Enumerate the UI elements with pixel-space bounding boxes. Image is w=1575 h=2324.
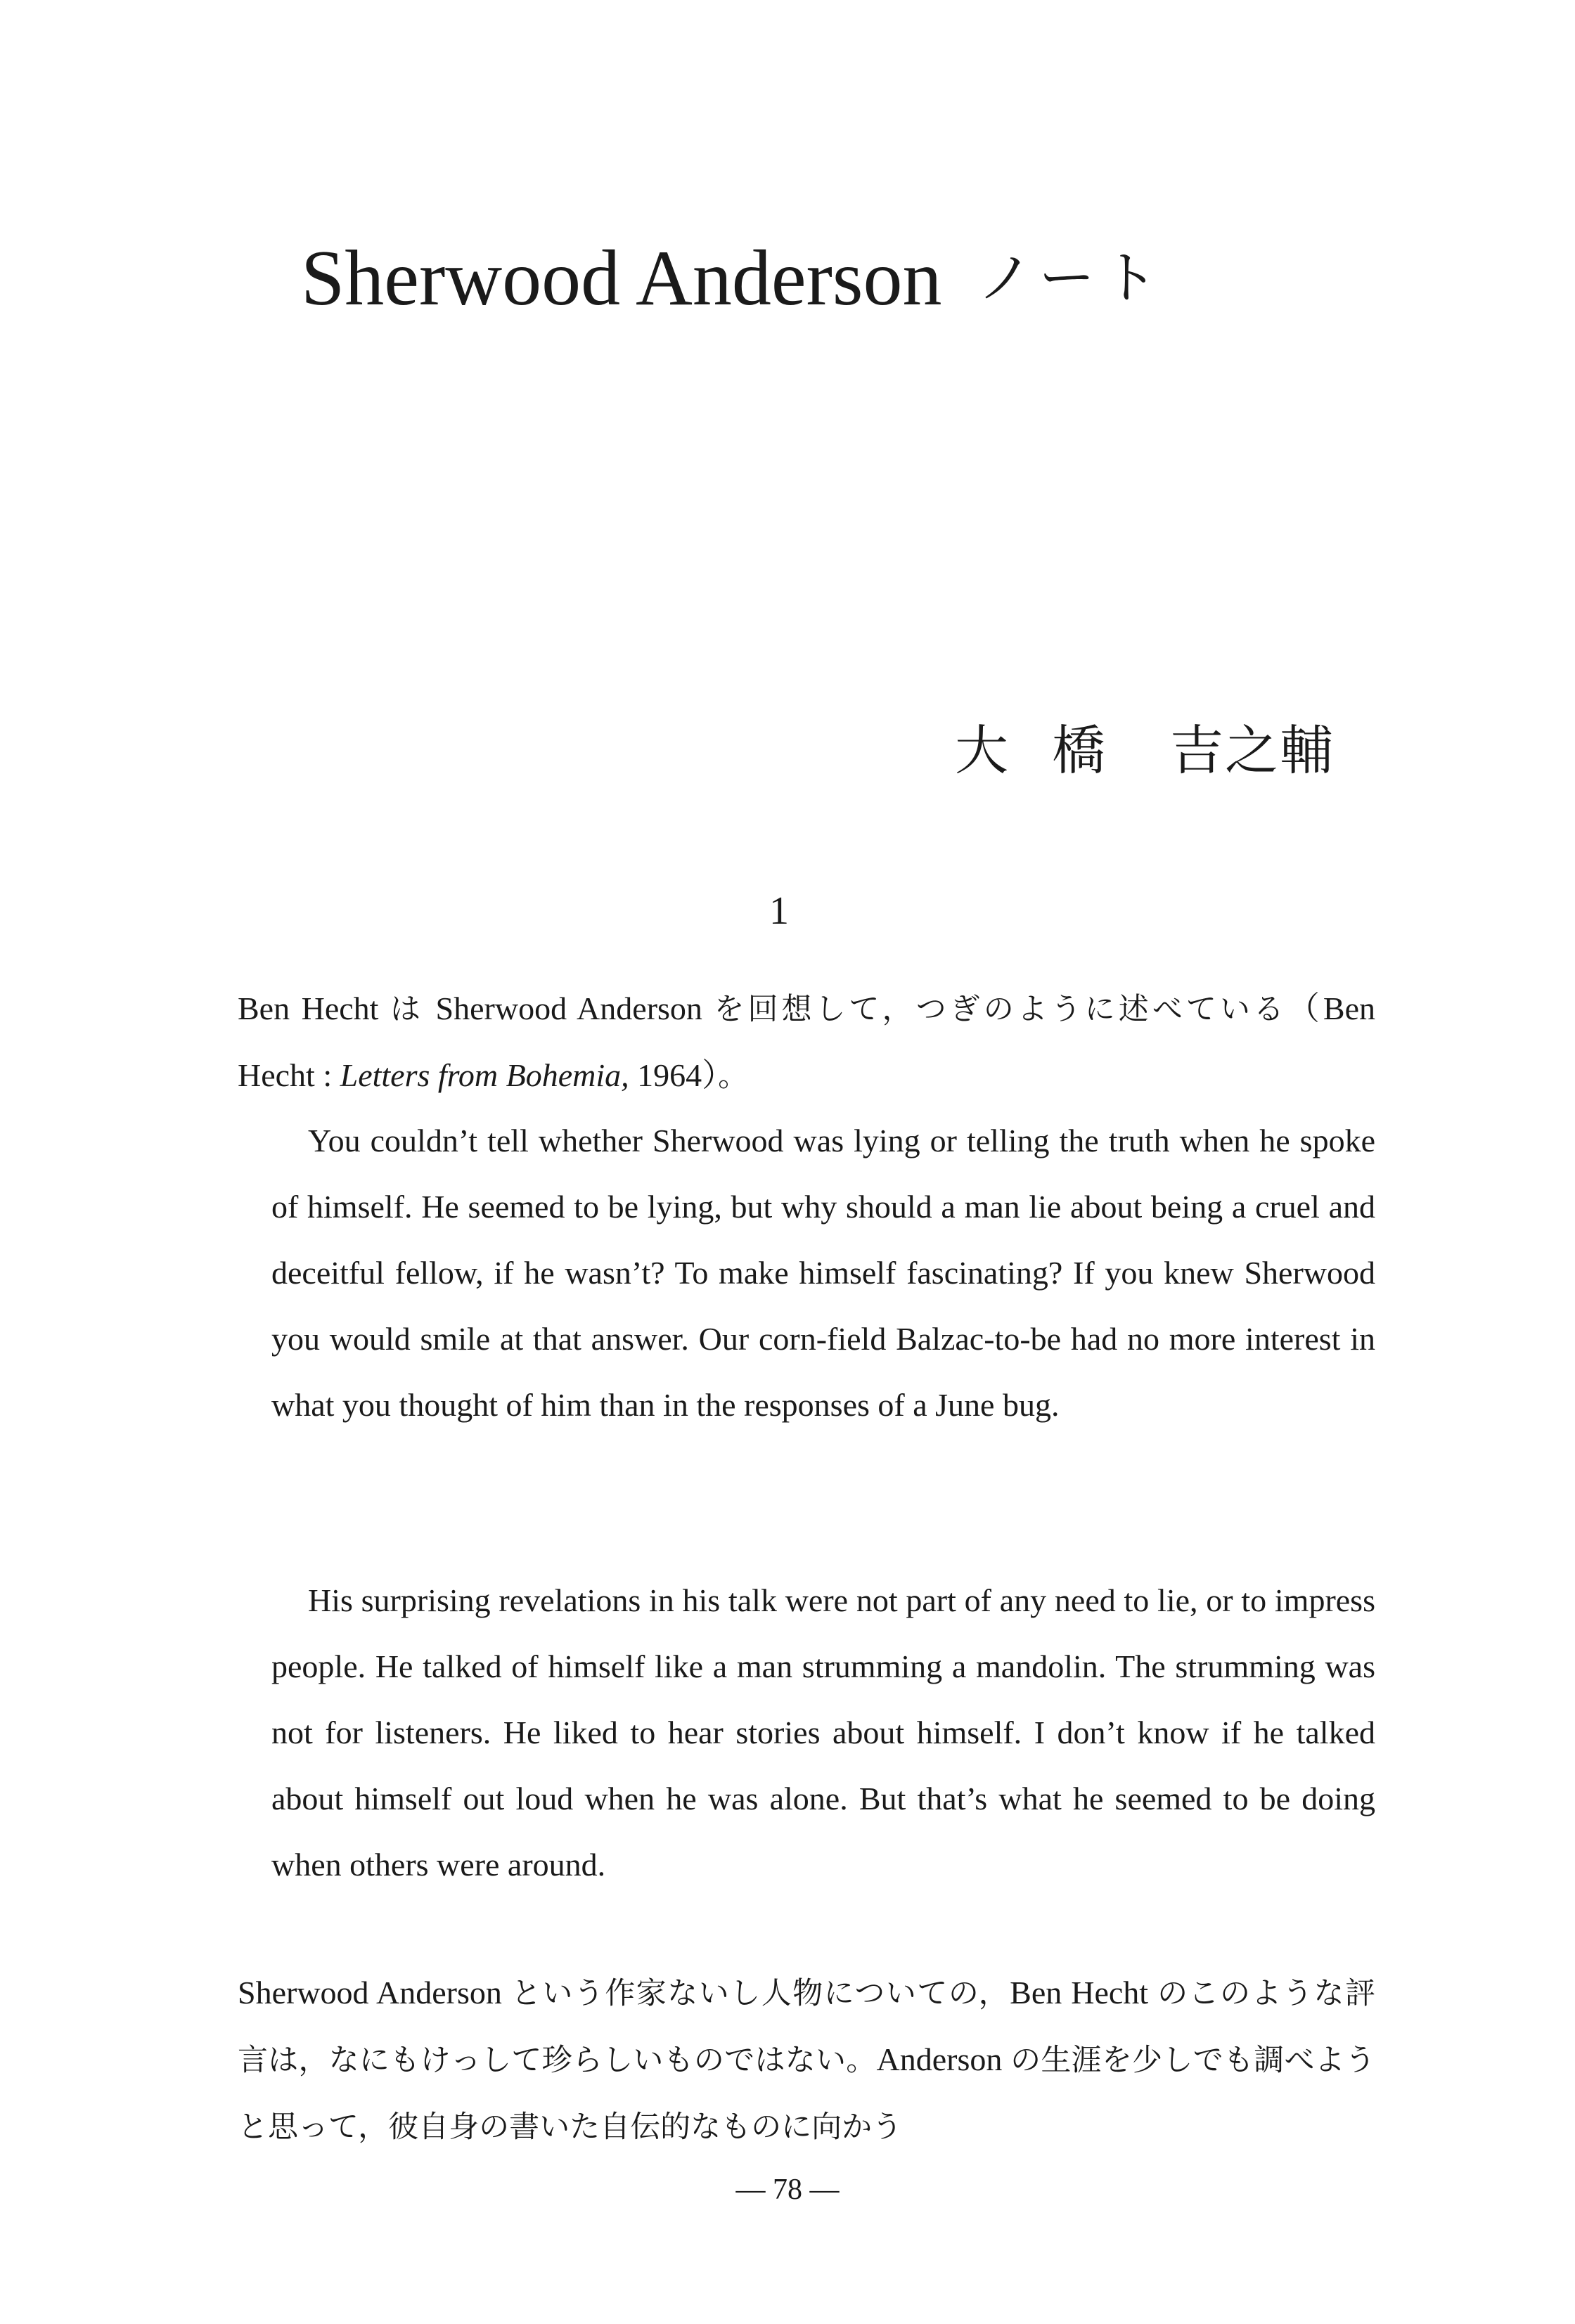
author-given-name-2: 吉之輔 xyxy=(1170,719,1335,782)
intro-seg-5: （Ben Hecht : xyxy=(238,990,1376,1093)
intro-paragraph xyxy=(238,976,1375,1109)
body-seg-1: Sherwood Anderson xyxy=(238,1975,511,2010)
author-name xyxy=(955,719,1335,782)
intro-seg-2: は xyxy=(390,992,425,1027)
author-family-name: 大 xyxy=(955,719,1010,782)
intro-seg-1: Ben Hecht xyxy=(238,990,390,1026)
article-title xyxy=(301,235,1166,322)
intro-seg-4: を回想して，つぎのように述べている xyxy=(714,992,1287,1027)
title-english: Sherwood Anderson xyxy=(301,235,942,322)
body-seg-2: という作家ないし人物についての， xyxy=(510,1976,1010,2011)
intro-seg-7: 1964） xyxy=(629,1057,719,1093)
intro-book-title: Letters from Bohemia, xyxy=(340,1057,629,1093)
section-number: 1 xyxy=(769,889,789,933)
block-quote-paragraph-1: You couldn’t tell whether Sherwood was lying or telling the truth when he spoke of himself. He seemed to be lying, but why should a man lie about being a cruel and deceitful fellow, if he wasn’t? To make himself fascinating? If you knew Sherwood you would smile at that answer. Our corn-field Balzac-to-be had no more interest in what you thought of him than in the responses of a June bug. xyxy=(271,1123,1375,1423)
block-quote-paragraph-2: His surprising revelations in his talk were not part of any need to lie, or to impress people. He talked of himself like a man strumming a mandolin. The strumming was not for listeners. He liked to hear stories about himself. I don’t know if he talked about himself out loud when he was alone. But that’s what he seemed to be doing when others were around. xyxy=(271,1582,1375,1883)
title-japanese: ノート xyxy=(977,245,1166,311)
body-seg-3: Ben Hecht xyxy=(1010,1975,1158,2010)
body-seg-4: のこのような評言は，なにもけっして珍らしいものではない。 xyxy=(238,1976,1376,2078)
intro-seg-8: 。 xyxy=(718,1059,749,1094)
author-given-name-1: 橋 xyxy=(1052,719,1107,782)
body-paragraph xyxy=(238,1960,1375,2160)
body-seg-5: Anderson xyxy=(876,2041,1011,2077)
body-seg-6: の生涯を少しでも調べようと思って，彼自身の書いた自伝的なものに向かう xyxy=(238,2043,1376,2145)
intro-seg-3: Sherwood Anderson xyxy=(424,990,714,1026)
page-number: — 78 — xyxy=(735,2174,840,2206)
